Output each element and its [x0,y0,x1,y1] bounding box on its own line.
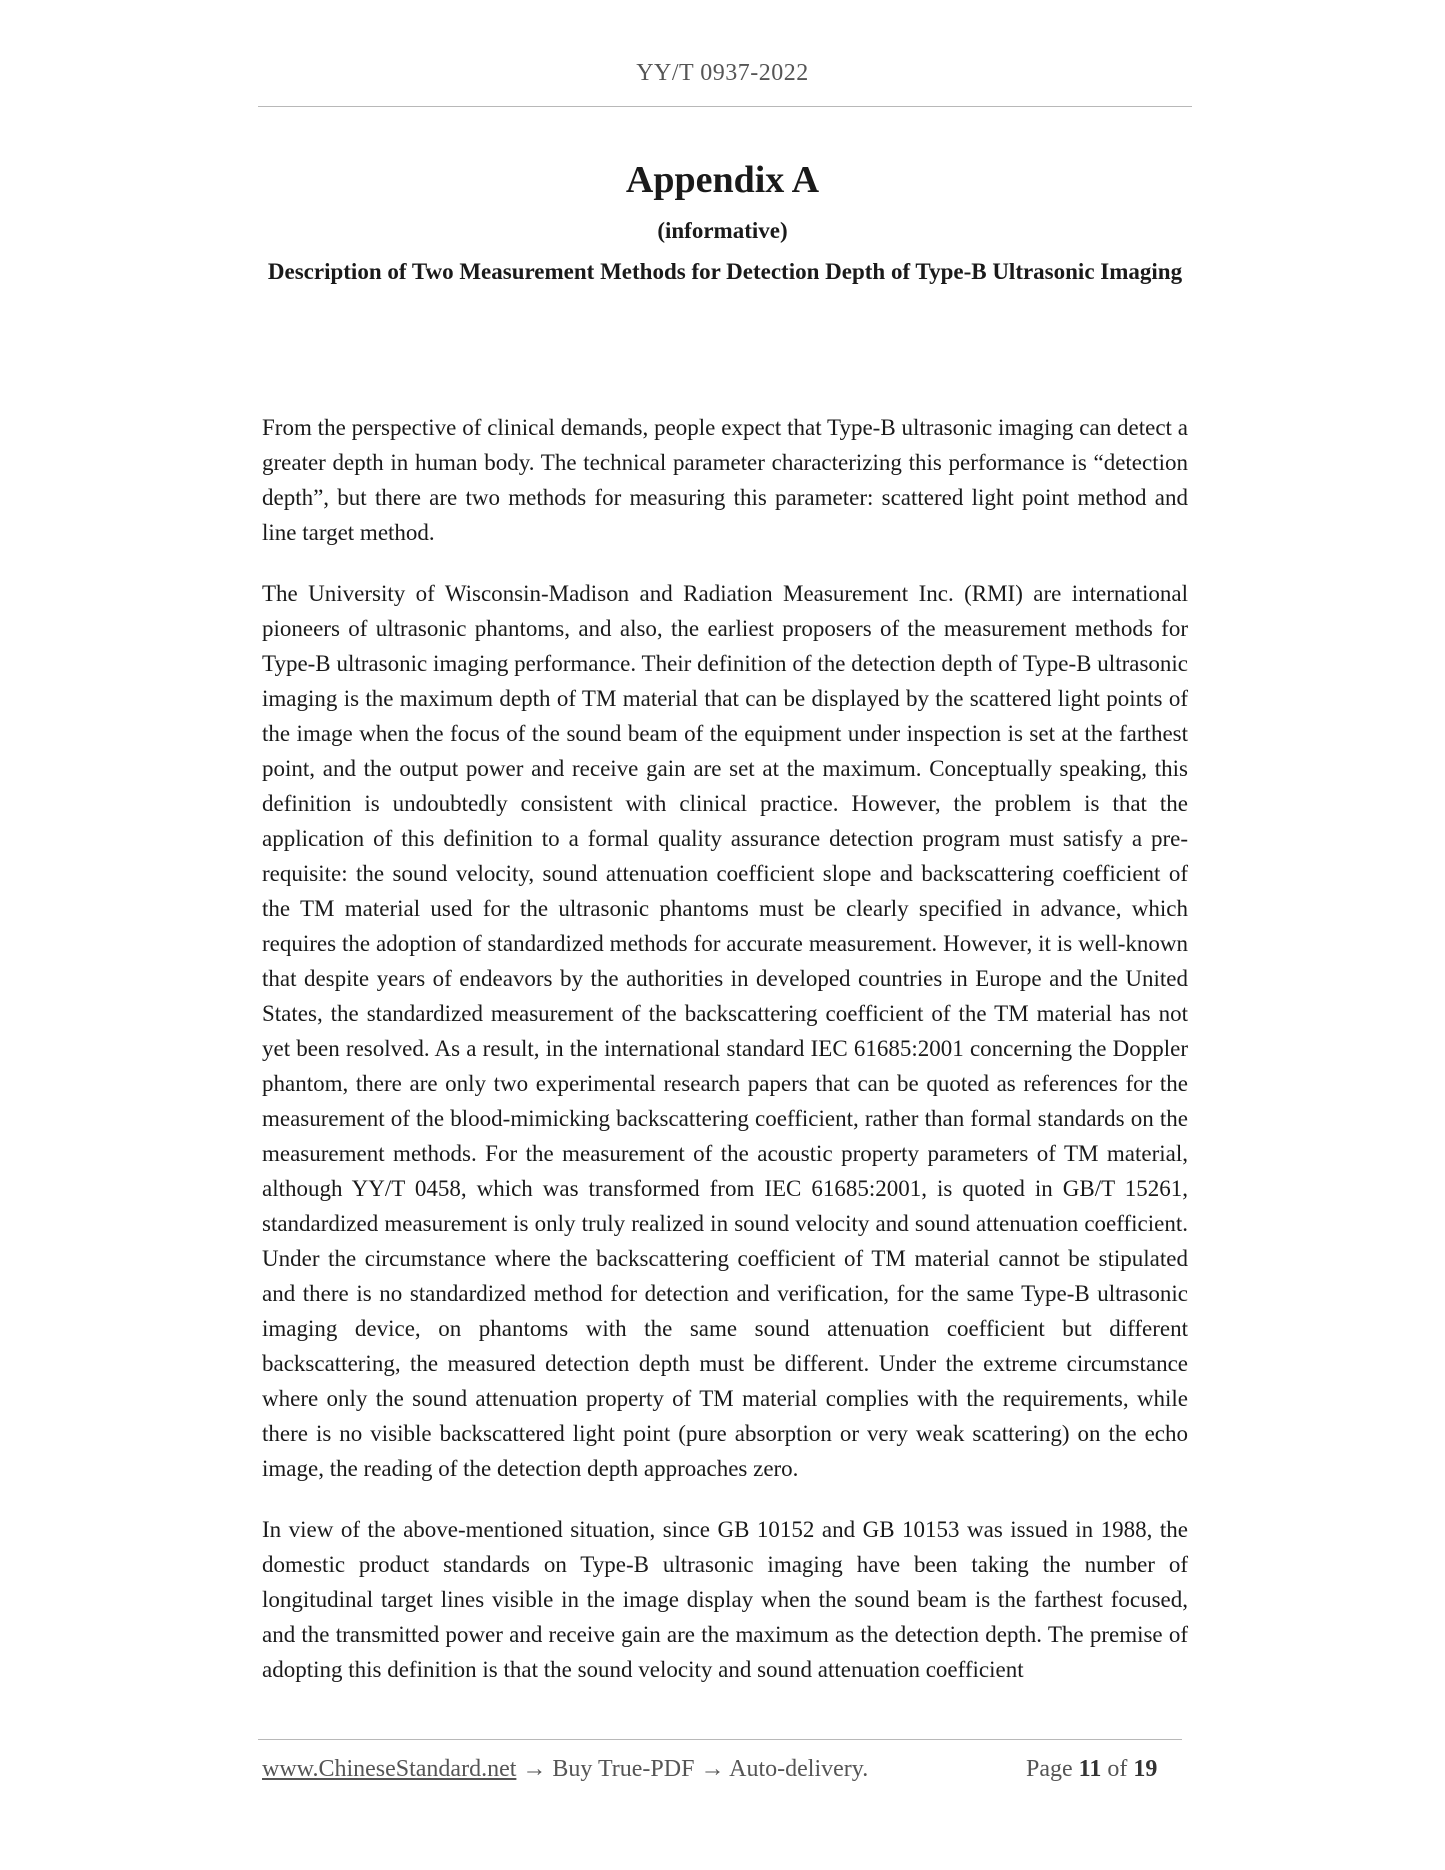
header-divider [258,106,1192,107]
arrow-icon: → [522,1756,547,1782]
body-text [262,410,1188,1713]
paragraph: From the perspective of clinical demands, people expect that Type-B ultrasonic imaging can detect a greater depth in human body. The technical parameter characterizing this performance is “detection depth”, but there are two methods for measuring this parameter: scattered light point method and line target method. [262,415,1188,545]
page-indicator [1026,1756,1157,1783]
arrow-icon: → [700,1756,725,1782]
appendix-description: Description of Two Measurement Methods for Detection Depth of Type-B Ultrasonic Imaging [267,259,1183,284]
paragraph: The University of Wisconsin-Madison and Radiation Measurement Inc. (RMI) are international pioneers of ultrasonic phantoms, and also, the earliest proposers of the measurement methods for Type-B ultrasonic imaging performance. Their definition of the detection depth of Type-B ultrasonic imaging is the maximum depth of TM material that can be displayed by the scattered light points of the image when the focus of the sound beam of the equipment under inspection is set at the farthest point, and the output power and receive gain are set at the maximum. Conceptually speaking, this definition is undoubtedly consistent with clinical practice. However, the problem is that the application of this definition to a formal quality assurance detection program must satisfy a pre-requisite: the sound velocity, sound attenuation coefficient slope and backscattering coefficient of the TM material used for the ultrasonic phantoms must be clearly specified in advance, which requires the adoption of standardized methods for accurate measurement. However, it is well-known that despite years of endeavors by the authorities in developed countries in Europe and the United States, the standardized measurement of the backscattering coefficient of the TM material has not yet been resolved. As a result, in the international standard IEC 61685:2001 concerning the Doppler phantom, there are only two experimental research papers that can be quoted as references for the measurement of the blood-mimicking backscattering coefficient, rather than formal standards on the measurement methods. For the measurement of the acoustic property parameters of TM material, although YY/T 0458, which was transformed from IEC 61685:2001, is quoted in GB/T 15261, standardized measurement is only truly realized in sound velocity and sound attenuation coefficient. Under the circumstance where the backscattering coefficient of TM material cannot be stipulated and there is no standardized method for detection and verification, for the same Type-B ultrasonic imaging device, on phantoms with the same sound attenuation coefficient but different backscattering, the measured detection depth must be different. Under the extreme circumstance where only the sound attenuation property of TM material complies with the requirements, while there is no visible backscattered light point (pure absorption or very weak scattering) on the echo image, the reading of the detection depth approaches zero. [262,581,1188,1481]
footer-divider [258,1739,1182,1740]
running-header: YY/T 0937-2022 [636,60,809,86]
appendix-subtitle: (informative) [657,218,788,243]
total-pages: 19 [1133,1756,1158,1782]
website-link[interactable]: www.ChineseStandard.net [262,1756,517,1782]
appendix-title: Appendix A [625,159,820,201]
footer-promo [262,1756,868,1783]
page-label: Page [1026,1756,1073,1782]
buy-text: Buy True-PDF [552,1756,695,1782]
paragraph: In view of the above-mentioned situation, since GB 10152 and GB 10153 was issued in 1988, the domestic product standards on Type-B ultrasonic imaging have been taking the number of longitudinal target lines visible in the image display when the sound beam is the farthest focused, and the transmitted power and receive gain are the maximum as the detection depth. The premise of adopting this definition is that the sound velocity and sound attenuation coefficient [262,1517,1188,1682]
of-label: of [1107,1756,1128,1782]
delivery-text: Auto-delivery. [729,1756,869,1782]
page-number: 11 [1078,1756,1102,1782]
